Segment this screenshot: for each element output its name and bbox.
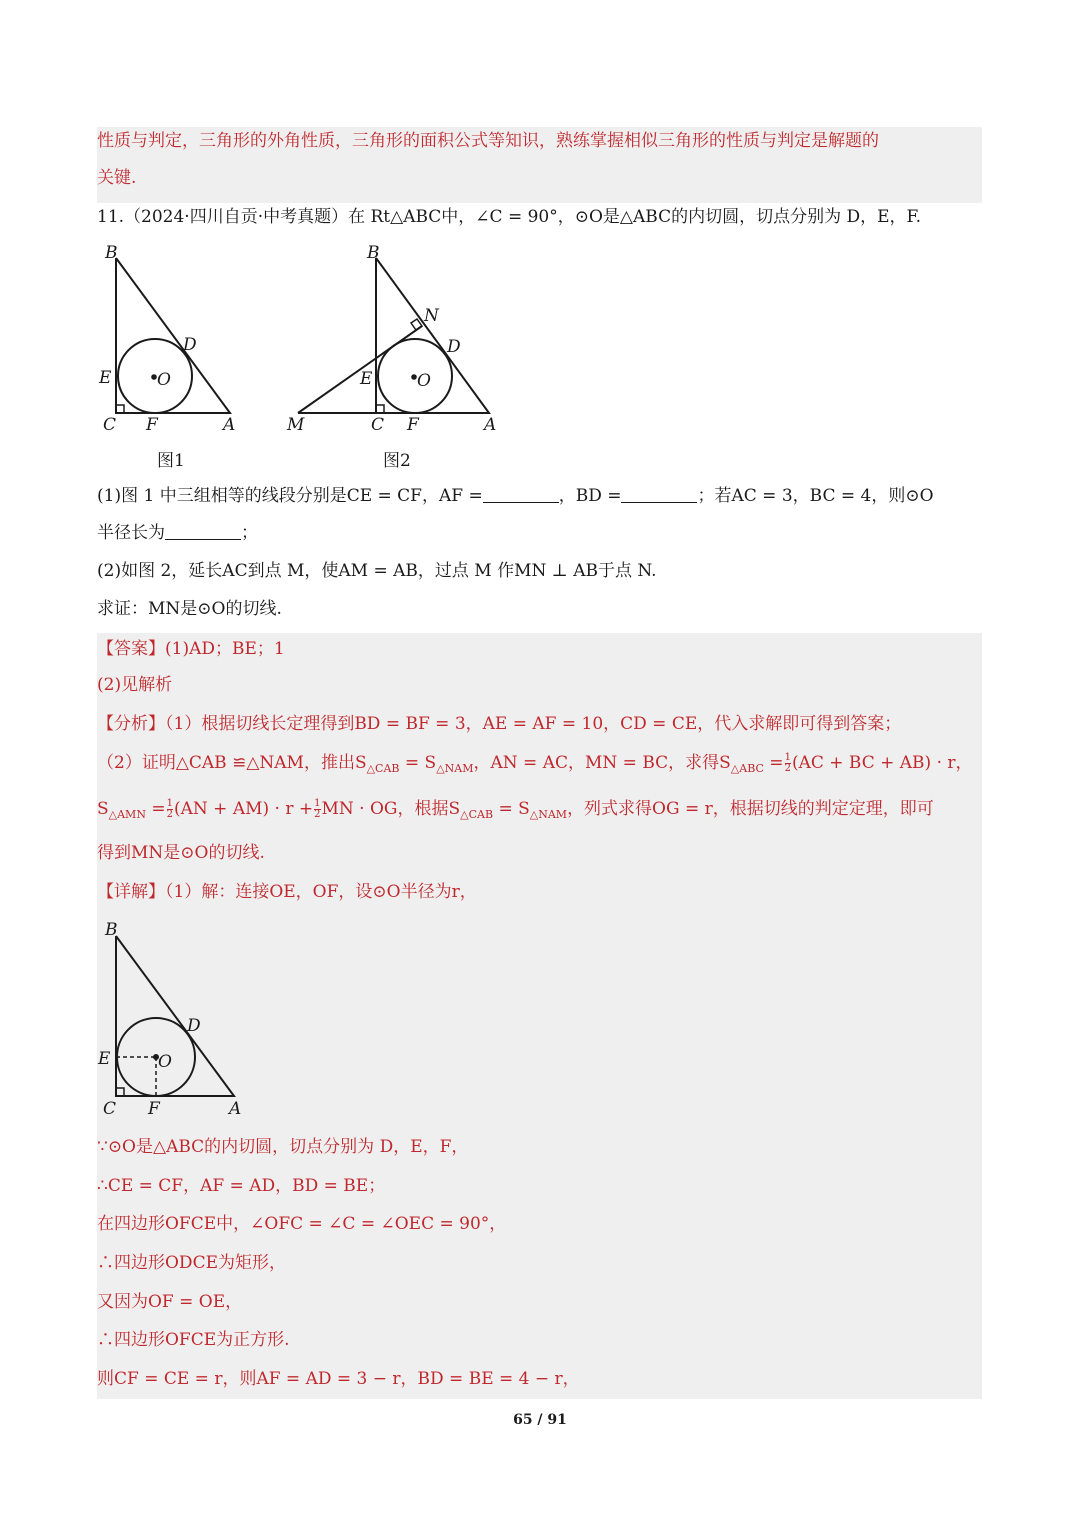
fig2-label-N: N <box>424 306 439 326</box>
fig1-label-A: A <box>223 415 236 435</box>
fig3-label-O: O <box>158 1052 172 1072</box>
fig2-label-B: B <box>367 243 380 263</box>
answer-line2: (2)见解析 <box>97 675 173 695</box>
detail-step-7: 则CF = CE = r，则AF = AD = 3 − r，BD = BE = 4 − r， <box>97 1369 580 1389</box>
prev-text-line2: 关键. <box>97 168 137 188</box>
analysis-line1: 【分析】（1）根据切线长定理得到BD = BF = 3，AE = AF = 10，CD = CE，代入求解即可得到答案； <box>97 714 902 734</box>
fig2-label-O: O <box>417 371 431 391</box>
part1-radius-text: 半径长为 <box>97 523 165 543</box>
fig3-label-E: E <box>98 1049 111 1069</box>
prev-text-line1: 性质与判定，三角形的外角性质，三角形的面积公式等知识，熟练掌握相似三角形的性质与判定是解题的 <box>97 131 879 151</box>
fig3-label-D: D <box>187 1016 201 1036</box>
detail-line1: 【详解】（1）解：连接OE，OF，设⊙O半径为r， <box>97 882 477 902</box>
fig2-label-M: M <box>287 415 305 435</box>
fig1-label-D: D <box>183 335 197 355</box>
fig1-label-O: O <box>157 370 171 390</box>
figure-2 <box>298 258 489 413</box>
fig2-label-A: A <box>484 415 497 435</box>
detail-step-5: 又因为OF = OE， <box>97 1292 243 1312</box>
answer-blank-af[interactable] <box>483 484 559 503</box>
detail-label: 【详解】 <box>97 882 165 902</box>
fig1-label-B: B <box>105 243 118 263</box>
part1-text-b: ，BD = <box>558 486 622 506</box>
figures-1-2 <box>95 240 515 440</box>
question-part3: 求证：MN是⊙O的切线. <box>97 599 282 619</box>
fig2-label-C: C <box>371 415 385 435</box>
figure-1 <box>116 258 230 413</box>
fig3-label-C: C <box>103 1099 117 1118</box>
fig1-label-F: F <box>146 415 158 435</box>
answer-line1 <box>97 638 982 660</box>
analysis-line2: （2）证明△CAB ≌△NAM，推出$S_{\triangle CAB} = S_{\triangle NAM}$，AN = AC，MN = BC，求得$S_{\triangle ABC}$ = $\frac{1}{2}$ (AC + BC + AB) · r， <box>97 752 973 775</box>
answer-1: (1)AD；BE；1 <box>165 639 285 659</box>
fig2-caption: 图2 <box>383 451 411 471</box>
detail-step-3: 在四边形OFCE中，∠OFC = ∠C = ∠OEC = 90°， <box>97 1214 507 1234</box>
analysis-line4: 得到MN是⊙O的切线. <box>97 843 265 863</box>
analysis-label: 【分析】 <box>97 714 165 734</box>
fig1-label-E: E <box>99 368 112 388</box>
detail-step-6: ∴四边形OFCE为正方形. <box>97 1330 290 1350</box>
fig2-label-D: D <box>447 337 461 357</box>
analysis-line3: $S_{\triangle AMN}$ = $\frac{1}{2}$ (AN + AM) · r + $\frac{1}{2}$ MN · OG，根据$S_{\triangle CAB} = S_{\triangle NAM}$，列式求得OG = r，根据切线的判定定理，即可 <box>97 798 934 821</box>
figure-3 <box>95 918 265 1118</box>
fig1-caption: 图1 <box>157 451 185 471</box>
fig1-label-C: C <box>103 415 117 435</box>
fraction-half: $\frac{1}{2}$ <box>784 752 791 774</box>
answer-blank-radius[interactable] <box>165 521 241 540</box>
page-number: 65 / 91 <box>513 1412 567 1428</box>
fig2-label-E: E <box>360 369 373 389</box>
question-part1-line1 <box>97 484 982 507</box>
fig3-label-B: B <box>105 920 118 940</box>
fraction-half: $\frac{1}{2}$ <box>166 798 173 820</box>
question-header: 11.（2024·四川自贡·中考真题）在 Rt△ABC中，∠C = 90°，⊙O是△ABC的内切圆，切点分别为 D，E，F. <box>97 207 922 227</box>
answer-blank-bd[interactable] <box>621 484 697 503</box>
part1-text-c: ；若AC = 3，BC = 4，则⊙O <box>697 486 934 506</box>
question-part2: (2)如图 2，延长AC到点 M，使AM = AB，过点 M 作MN ⊥ AB于点 N. <box>97 561 657 581</box>
detail-step-1: ∵⊙O是△ABC的内切圆，切点分别为 D，E，F， <box>97 1137 469 1157</box>
detail-step-4: ∴四边形ODCE为矩形， <box>97 1253 286 1273</box>
fig3-label-F: F <box>148 1099 160 1118</box>
fig3-label-A: A <box>229 1099 242 1118</box>
fig2-label-F: F <box>407 415 419 435</box>
answer-label: 【答案】 <box>97 639 165 659</box>
question-part1-line2: 半径长为 ； <box>97 523 258 543</box>
fraction-half: $\frac{1}{2}$ <box>314 798 321 820</box>
part1-text-a: (1)图 1 中三组相等的线段分别是CE = CF，AF = <box>97 486 483 506</box>
detail-step-2: ∴CE = CF，AF = AD，BD = BE； <box>97 1176 386 1196</box>
